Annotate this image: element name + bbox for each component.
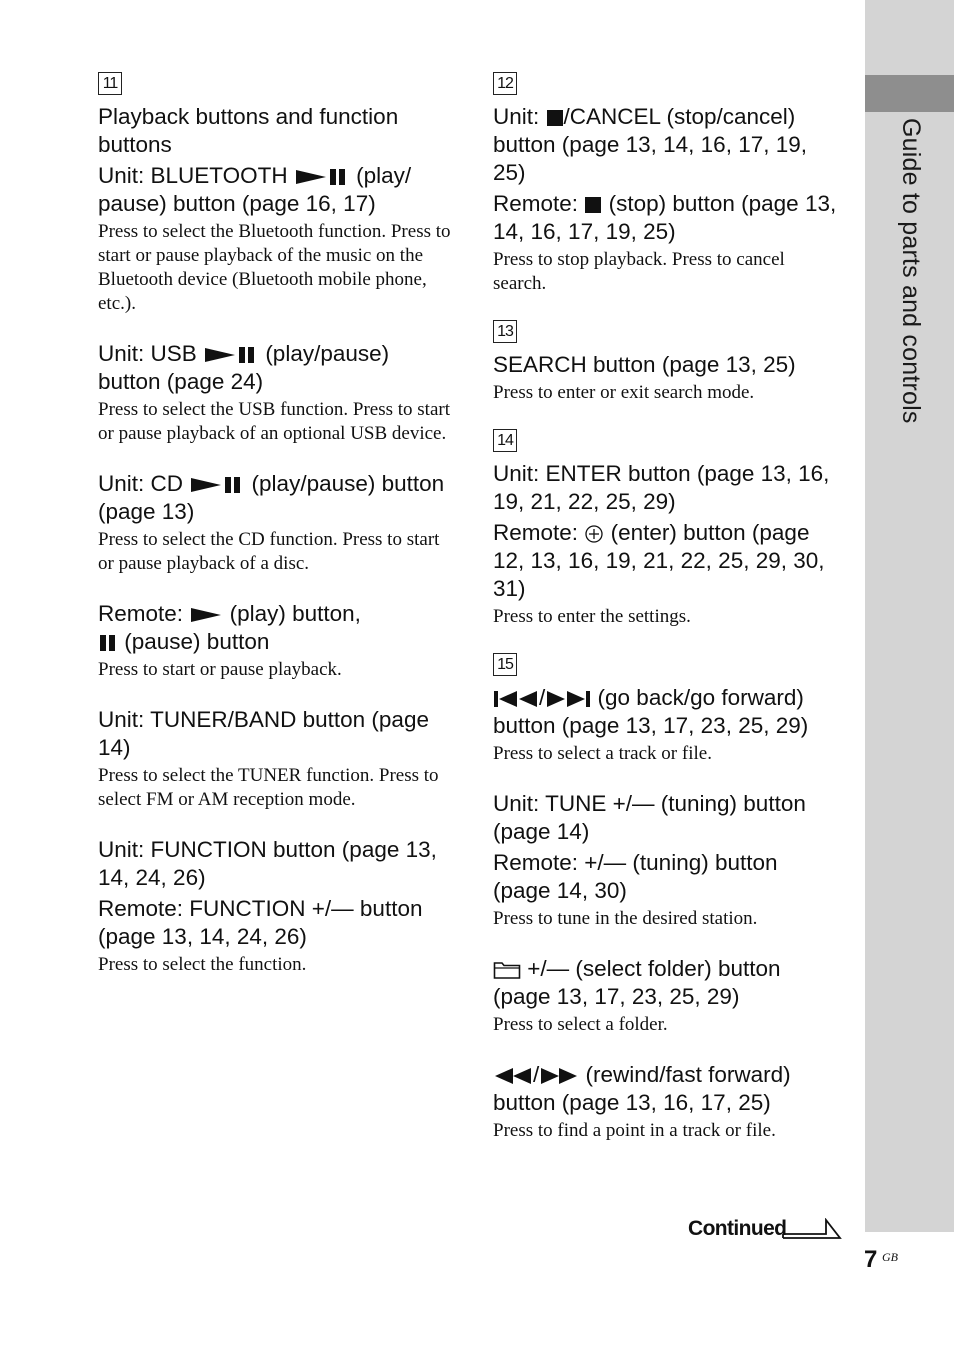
section-11-heading: Playback buttons and function buttons <box>98 104 399 157</box>
entry-skip <box>493 684 838 766</box>
section-14 <box>493 429 838 629</box>
cd-heading-pre: Unit: CD <box>98 471 184 496</box>
tune-description: Press to tune in the desired station. <box>493 908 758 929</box>
entry-bluetooth <box>98 162 453 316</box>
stop-unit-post: /CANCEL (stop/cancel) button (page 13, 14, 16, 17, 19, 25) <box>493 104 808 185</box>
enter-remote-pre: Remote: <box>493 520 579 545</box>
continued-arrow-icon <box>782 1218 842 1245</box>
section-11 <box>98 72 453 977</box>
go-forward-icon <box>545 689 591 709</box>
rewind-heading-post: (rewind/fast forward) button (page 13, 16, 17, 25) <box>493 1062 791 1115</box>
search-heading: SEARCH button (page 13, 25) <box>493 352 796 377</box>
skip-description: Press to select a track or file. <box>493 743 712 764</box>
stop-icon <box>584 196 602 214</box>
play-pause-icon <box>203 345 259 365</box>
entry-usb <box>98 340 453 446</box>
section-number-14: 14 <box>493 429 517 452</box>
rewind-description: Press to find a point in a track or file. <box>493 1120 776 1141</box>
function-heading: Unit: FUNCTION button (page 13, 14, 24, 26) <box>98 837 437 890</box>
enter-description: Press to enter the settings. <box>493 606 691 627</box>
function-description: Press to select the function. <box>98 954 307 975</box>
play-icon <box>189 605 223 625</box>
folder-icon <box>493 960 521 980</box>
stop-description: Press to stop playback. Press to cancel search. <box>493 249 785 294</box>
rewind-separator: / <box>533 1062 540 1087</box>
play-pause-icon <box>189 475 245 495</box>
side-tab-marker <box>865 75 954 112</box>
section-15 <box>493 653 838 1143</box>
entry-function <box>98 836 453 977</box>
entry-tune <box>493 790 838 931</box>
tuner-heading: Unit: TUNER/BAND button (page 14) <box>98 707 429 760</box>
entry-rewind <box>493 1061 838 1143</box>
remote-play-mid: (play) button, <box>229 601 361 626</box>
rewind-icon <box>493 1066 533 1086</box>
entry-tuner <box>98 706 453 812</box>
function-remote-heading: Remote: FUNCTION +/— button (page 13, 14, 24, 26) <box>98 896 423 949</box>
tune-remote-heading: Remote: +/— (tuning) button (page 14, 30) <box>493 850 778 903</box>
continued-label: Continued <box>688 1217 787 1240</box>
enter-icon <box>584 524 604 544</box>
folder-heading-post: +/— (select folder) button (page 13, 17, 23, 25, 29) <box>493 956 781 1009</box>
usb-heading-post: (play/pause) button (page 24) <box>98 341 390 394</box>
right-column <box>493 72 838 1167</box>
section-number-12: 12 <box>493 72 517 95</box>
bluetooth-heading-post: (play/ pause) button (page 16, 17) <box>98 163 412 216</box>
remote-play-pre: Remote: <box>98 601 184 626</box>
fast-forward-icon <box>539 1066 579 1086</box>
section-number-11: 11 <box>98 72 122 95</box>
section-number-15: 15 <box>493 653 517 676</box>
pause-icon <box>98 633 118 653</box>
entry-remote-play <box>98 600 453 682</box>
page-number: 7 <box>864 1246 878 1273</box>
left-column <box>98 72 453 1001</box>
usb-heading-pre: Unit: USB <box>98 341 197 366</box>
bluetooth-description: Press to select the Bluetooth function. Press to start or pause playback of the music on the Bluetooth device (Bluetooth mobile phone, etc.). <box>98 221 451 314</box>
cd-heading-post: (play/pause) button (page 13) <box>98 471 445 524</box>
side-tab-title: Guide to parts and controls <box>897 118 925 424</box>
enter-unit-heading: Unit: ENTER button (page 13, 16, 19, 21, 22, 25, 29) <box>493 461 830 514</box>
stop-icon <box>546 109 564 127</box>
usb-description: Press to select the USB function. Press to start or pause playback of an optional USB device. <box>98 399 450 444</box>
stop-remote-post: (stop) button (page 13, 14, 16, 17, 19, 25) <box>493 191 837 244</box>
entry-folder <box>493 955 838 1037</box>
section-13 <box>493 320 838 405</box>
play-pause-icon <box>294 167 350 187</box>
stop-remote-pre: Remote: <box>493 191 579 216</box>
section-number-13: 13 <box>493 320 517 343</box>
entry-cd <box>98 470 453 576</box>
remote-play-description: Press to start or pause playback. <box>98 659 342 680</box>
stop-unit-pre: Unit: <box>493 104 540 129</box>
cd-description: Press to select the CD function. Press to start or pause playback of a disc. <box>98 529 440 574</box>
tune-heading: Unit: TUNE +/— (tuning) button (page 14) <box>493 791 806 844</box>
skip-heading-post: (go back/go forward) button (page 13, 17, 23, 25, 29) <box>493 685 809 738</box>
enter-remote-post: (enter) button (page 12, 13, 16, 19, 21, 22, 25, 29, 30, 31) <box>493 520 825 601</box>
remote-pause-post: (pause) button <box>124 629 270 654</box>
skip-separator: / <box>539 685 546 710</box>
section-12 <box>493 72 838 296</box>
page-suffix: GB <box>882 1250 898 1264</box>
search-description: Press to enter or exit search mode. <box>493 382 755 403</box>
folder-description: Press to select a folder. <box>493 1014 668 1035</box>
go-back-icon <box>493 689 539 709</box>
bluetooth-heading-pre: Unit: BLUETOOTH <box>98 163 288 188</box>
tuner-description: Press to select the TUNER function. Press to select FM or AM reception mode. <box>98 765 439 810</box>
